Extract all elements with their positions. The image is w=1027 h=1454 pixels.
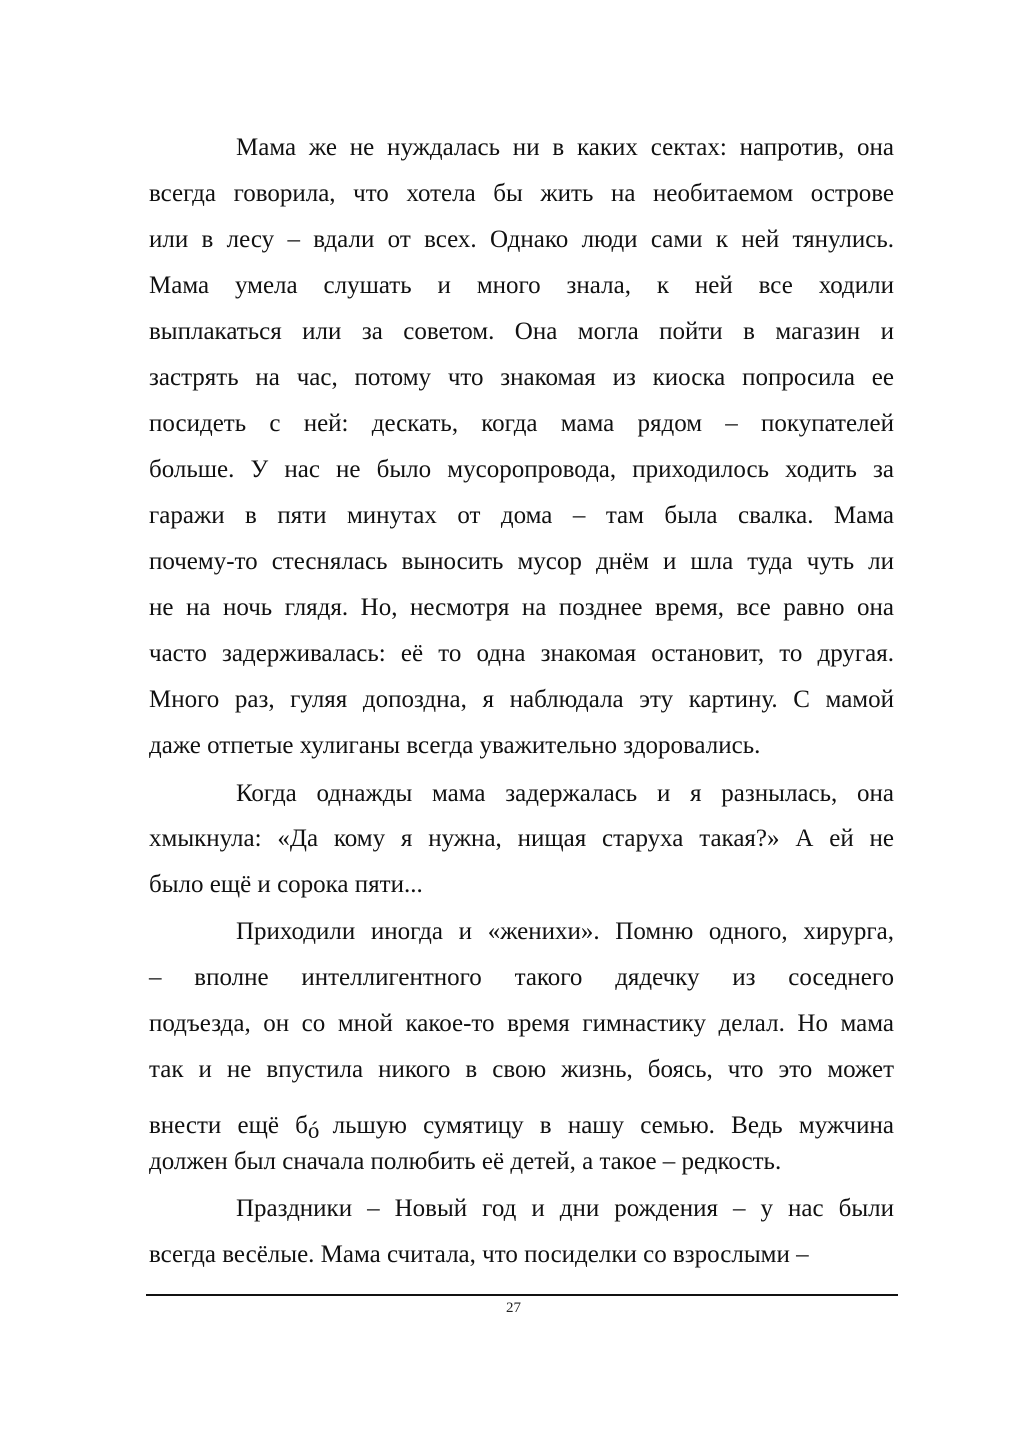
footer-divider xyxy=(146,1294,898,1296)
text-line: часто задерживалась: её то одна знакомая остановит, то другая. xyxy=(149,640,894,667)
line-segment: внести ещё б xyxy=(149,1112,308,1139)
text-line: подъезда, он со мной какое-то время гимнастику делал. Но мама xyxy=(149,1010,894,1037)
text-line: гаражи в пяти минутах от дома – там была свалка. Мама xyxy=(149,502,894,529)
text-line: посидеть с ней: дескать, когда мама рядом – покупателей xyxy=(149,410,894,437)
paragraph-first-line: Праздники – Новый год и дни рождения – у нас были xyxy=(236,1195,894,1222)
paragraph-first-line: Когда однажды мама задержалась и я разнылась, она xyxy=(236,780,894,807)
text-line: или в лесу – вдали от всех. Однако люди сами к ней тянулись. xyxy=(149,226,894,253)
text-line: выплакаться или за советом. Она могла пойти в магазин и xyxy=(149,318,894,345)
text-line: должен был сначала полюбить её детей, а такое – редкость. xyxy=(149,1148,782,1175)
paragraph-first-line: Приходили иногда и «женихи». Помню одного, хирурга, xyxy=(236,918,894,945)
text-line: всегда весёлые. Мама считала, что посиделки со взрослыми – xyxy=(149,1241,809,1268)
page-number: 27 xyxy=(506,1300,521,1316)
text-line: почему-то стеснялась выносить мусор днём и шла туда чуть ли xyxy=(149,548,894,575)
text-line: всегда говорила, что хотела бы жить на необитаемом острове xyxy=(149,180,894,207)
text-line: было ещё и сорока пяти... xyxy=(149,871,423,898)
text-line: больше. У нас не было мусоропровода, приходилось ходить за xyxy=(149,456,894,483)
text-line: Мама умела слушать и много знала, к ней все ходили xyxy=(149,272,894,299)
text-line: Много раз, гуляя допоздна, я наблюдала эту картину. С мамой xyxy=(149,686,894,713)
text-line: – вполне интеллигентного такого дядечку из соседнего xyxy=(149,964,894,991)
paragraph-first-line: Мама же не нуждалась ни в каких сектах: напротив, она xyxy=(236,134,894,161)
text-line xyxy=(149,1109,894,1143)
text-line: не на ночь глядя. Но, несмотря на позднее время, все равно она xyxy=(149,594,894,621)
text-line: хмыкнула: «Да кому я нужна, нищая старуха такая?» А ей не xyxy=(149,825,894,852)
text-line: даже отпетые хулиганы всегда уважительно здоровались. xyxy=(149,732,761,759)
text-line: так и не впустила никого в свою жизнь, боясь, что это может xyxy=(149,1056,894,1083)
text-line: застрять на час, потому что знакомая из киоска попросила ее xyxy=(149,364,894,391)
accented-letter: ó xyxy=(307,1118,317,1143)
line-segment: льшую сумятицу в нашу семью. Ведь мужчина xyxy=(316,1112,894,1139)
